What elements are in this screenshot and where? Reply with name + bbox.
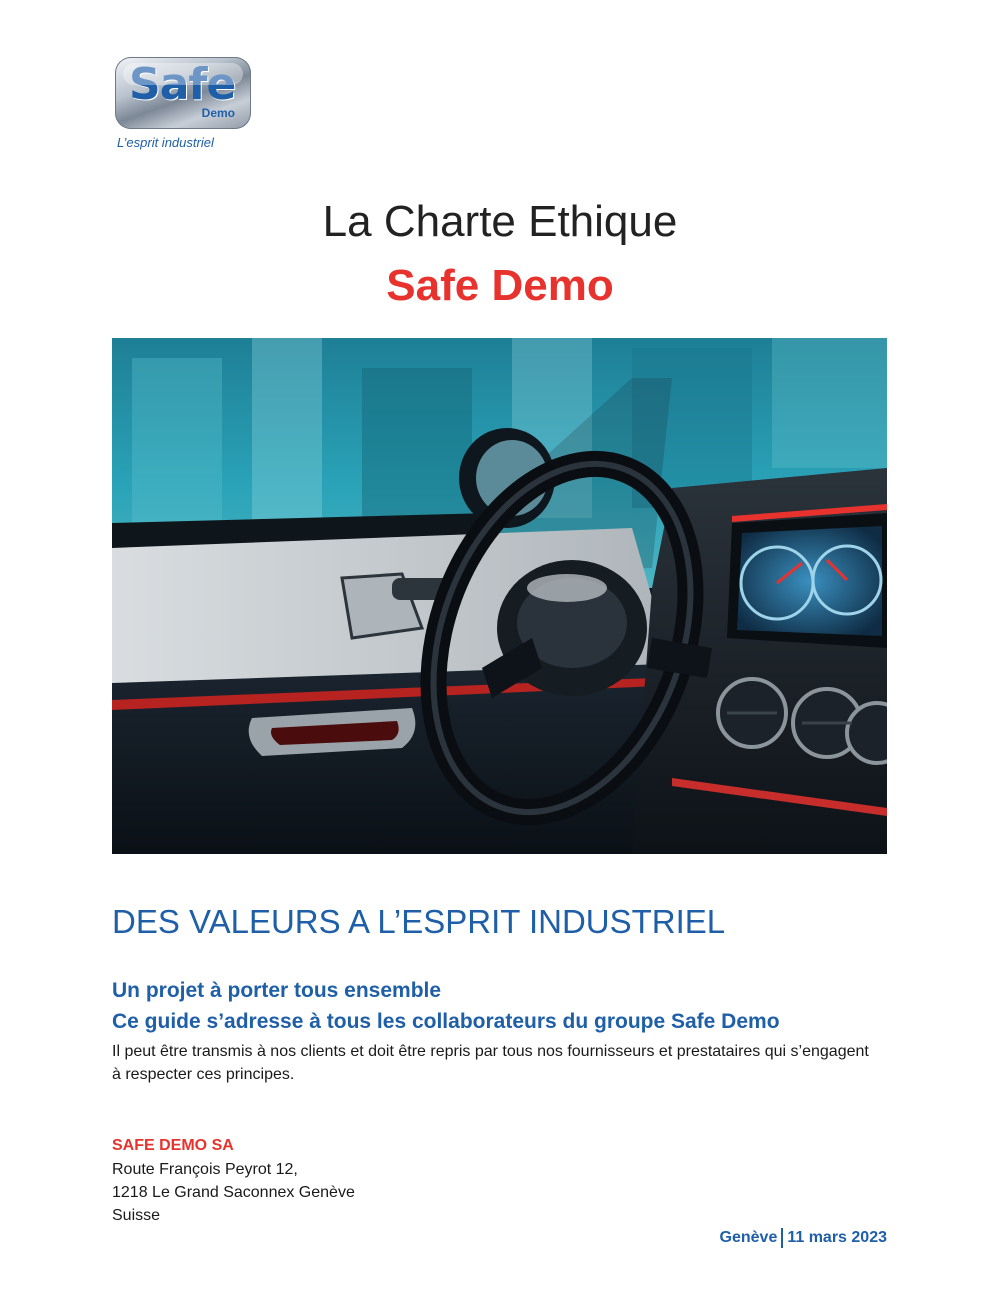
date-value: 11 mars 2023 [787, 1229, 887, 1247]
date-line [720, 1228, 887, 1248]
document-subtitle: Safe Demo [386, 261, 614, 310]
company-logo [113, 57, 253, 153]
date-separator [781, 1228, 783, 1248]
logo-wordmark: Safe [129, 59, 236, 110]
logo-tagline: L’esprit industriel [117, 135, 214, 150]
company-name: SAFE DEMO SA [112, 1137, 234, 1154]
address-line-3: Suisse [112, 1207, 161, 1224]
lead-line-2: Ce guide s’adresse à tous les collaborateurs du groupe Safe Demo [112, 1010, 780, 1033]
document-title: La Charte Ethique [322, 197, 678, 246]
logo-badge [115, 57, 251, 129]
address-line-2: 1218 Le Grand Saconnex Genève [112, 1184, 355, 1201]
hero-car-interior-image [112, 338, 887, 854]
section-heading: DES VALEURS A L’ESPRIT INDUSTRIEL [112, 903, 726, 940]
logo-subtitle: Demo [201, 106, 235, 120]
lead-line-1: Un projet à porter tous ensemble [112, 979, 442, 1002]
intro-paragraph: Il peut être transmis à nos clients et doit être repris par tous nos fournisseurs et prestataires qui s’engagent à respecter ces principes. [112, 1043, 869, 1083]
address-line-1: Route François Peyrot 12, [112, 1161, 298, 1178]
date-place: Genève [719, 1229, 778, 1247]
